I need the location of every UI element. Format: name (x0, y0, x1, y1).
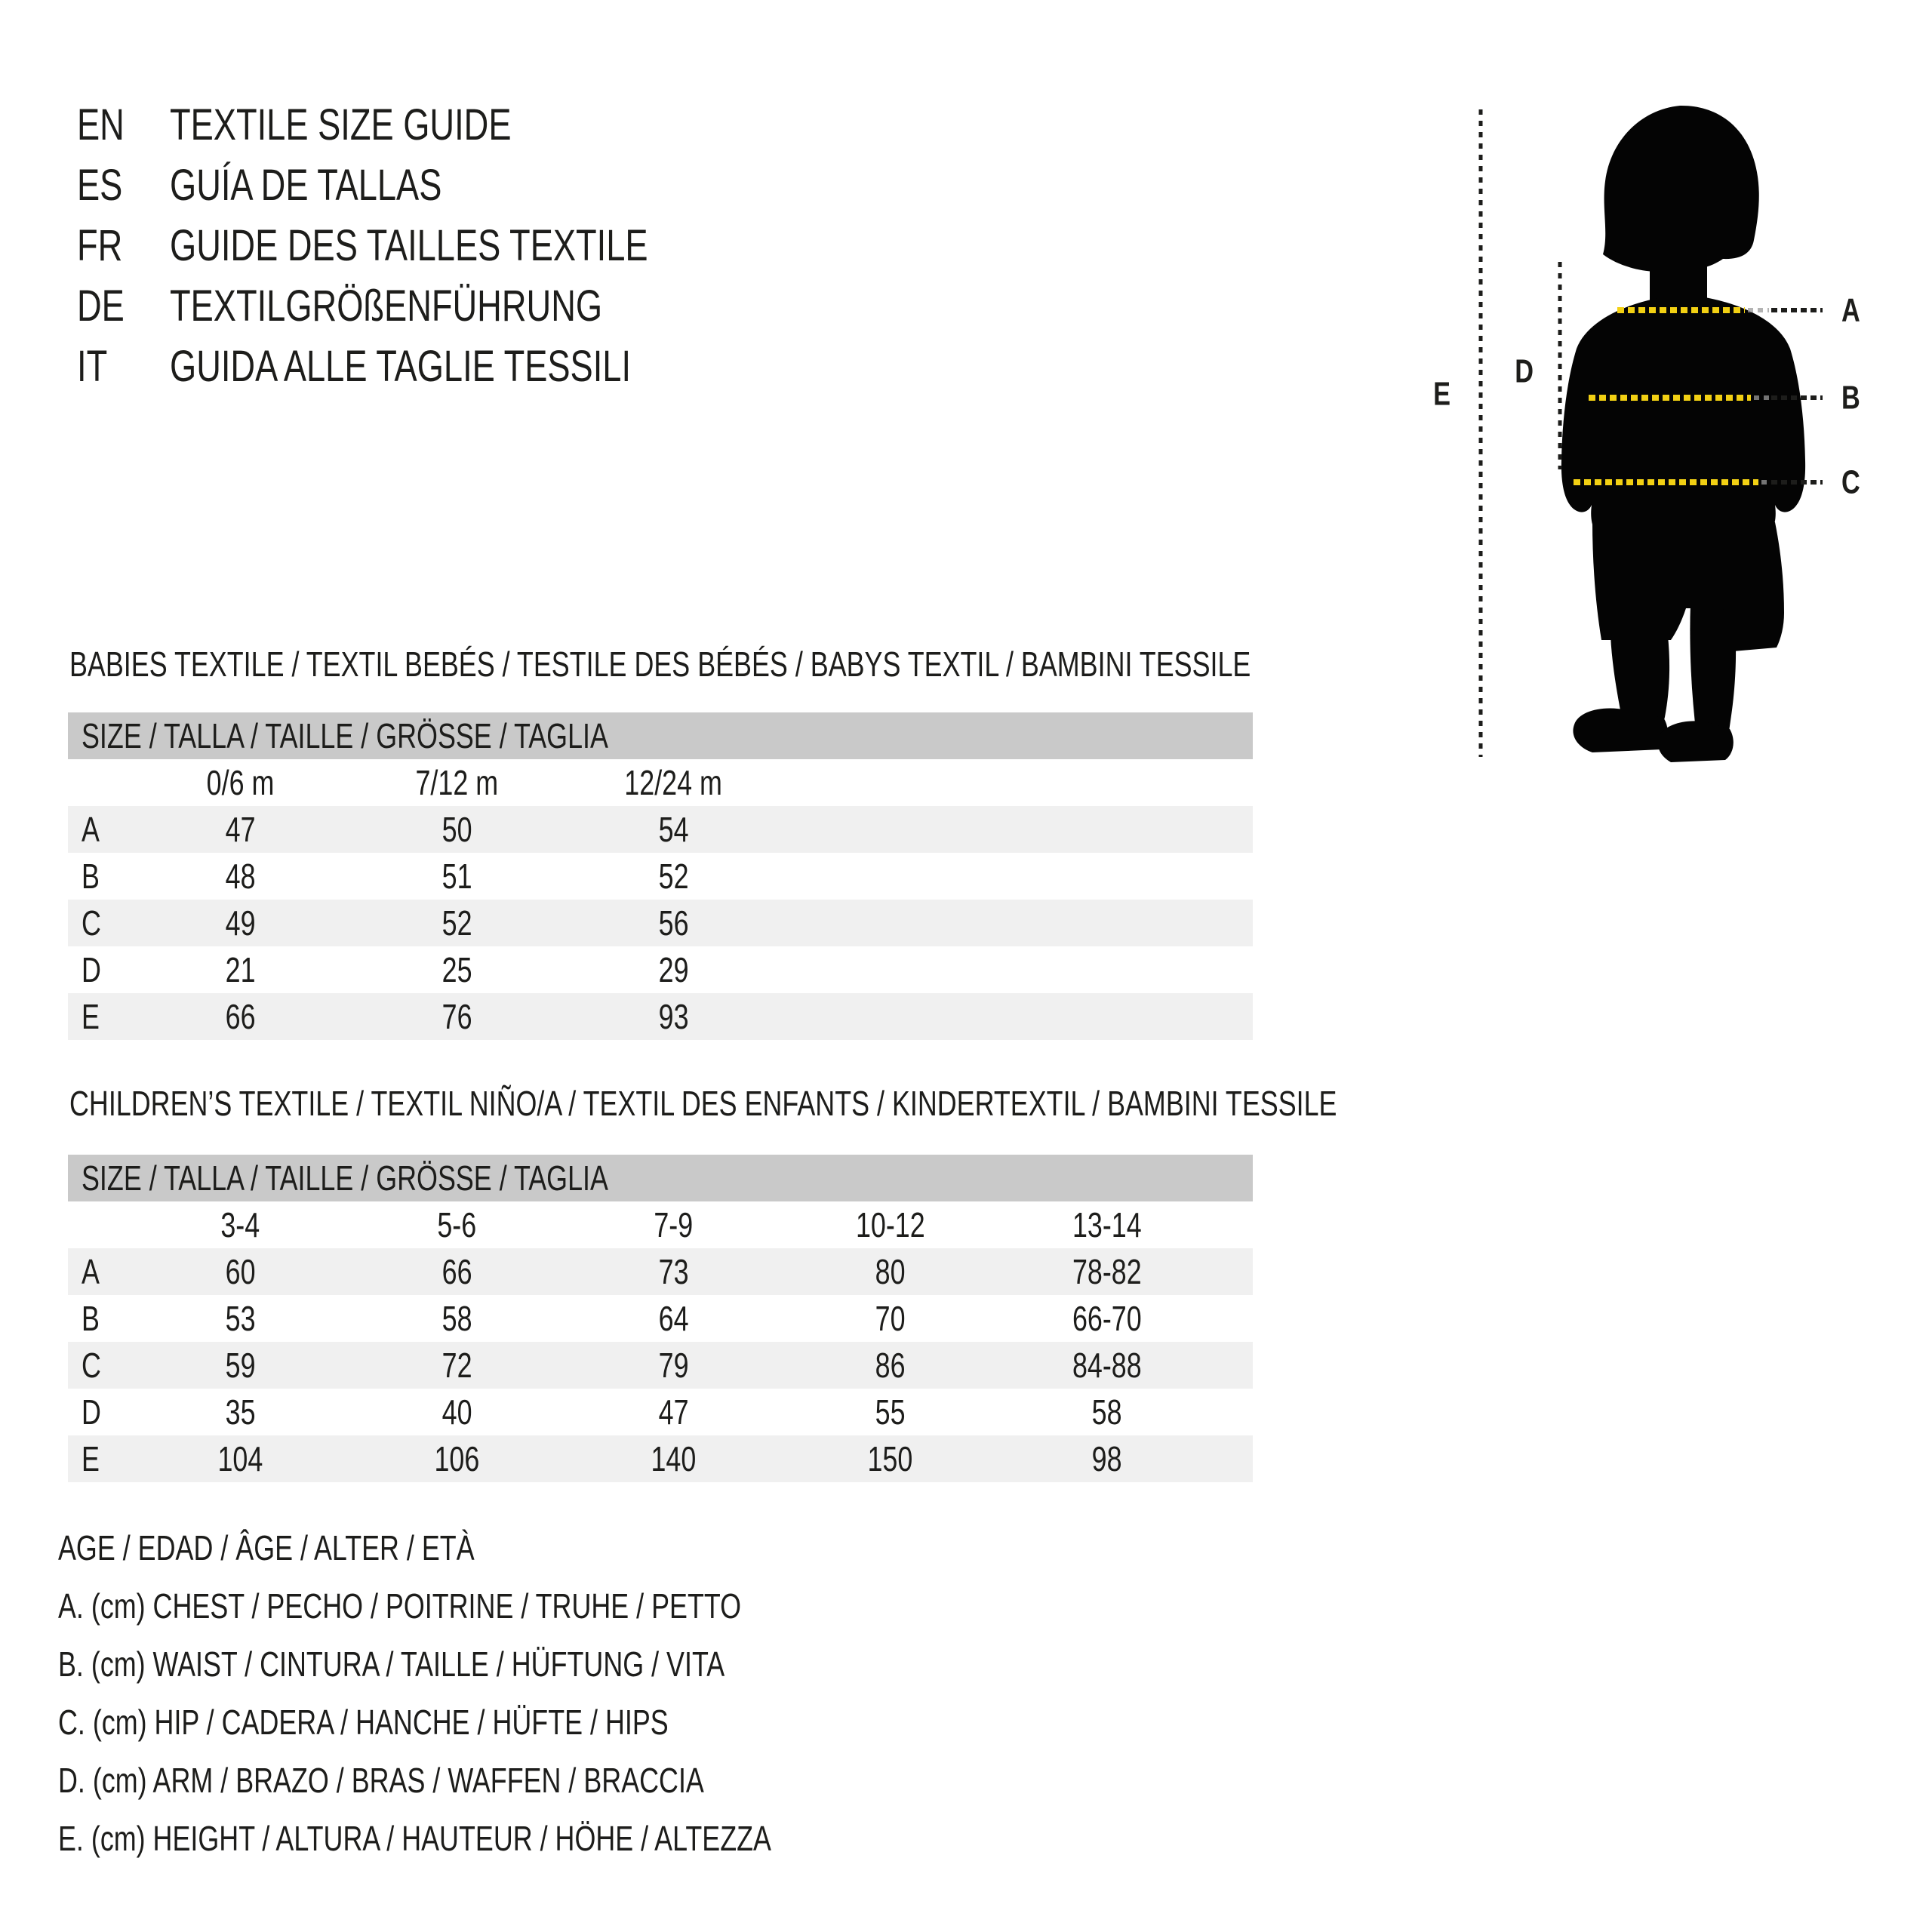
measure-label-e: E (1433, 375, 1451, 413)
legend-chest: A. (cm) CHEST / PECHO / POITRINE / TRUHE / PETTO (58, 1586, 742, 1626)
page-title-it: GUIDA ALLE TAGLIE TESSILI (170, 341, 632, 391)
children-column-7-9: 7-9 (654, 1205, 694, 1244)
table-row: C 49 52 56 (68, 900, 1253, 946)
language-row-fr (77, 215, 783, 275)
row-label: A (82, 810, 100, 849)
language-title-list (77, 94, 783, 396)
measurement-legend (58, 1518, 973, 1867)
table-row: E 66 76 93 (68, 993, 1253, 1040)
measure-label-b: B (1841, 379, 1860, 417)
language-code-en: EN (77, 100, 125, 149)
children-column-5-6: 5-6 (437, 1205, 477, 1244)
table-row: A 47 50 54 (68, 806, 1253, 853)
page-title-en: TEXTILE SIZE GUIDE (170, 100, 512, 149)
table-row: A 60 66 73 80 78-82 (68, 1248, 1253, 1295)
children-column-3-4: 3-4 (220, 1205, 260, 1244)
row-label: C (82, 1346, 101, 1385)
measure-label-a: A (1841, 291, 1860, 329)
table-row: B 53 58 64 70 66-70 (82, 1299, 1142, 1338)
row-label: B (82, 1299, 100, 1338)
legend-age: AGE / EDAD / ÂGE / ALTER / ETÀ (58, 1527, 475, 1567)
language-code-es: ES (77, 160, 123, 210)
babies-section-title: BABIES TEXTILE / TEXTIL BEBÉS / TESTILE DES BÉBÉS / BABYS TEXTIL / BAMBINI TESSILE (69, 645, 1251, 684)
table-row: B 48 51 52 (82, 857, 689, 896)
table-row: E 104 106 140 150 98 (68, 1435, 1253, 1482)
babies-column-12-24m: 12/24 m (624, 763, 723, 802)
children-column-10-12: 10-12 (855, 1205, 925, 1244)
child-silhouette-icon (1561, 106, 1805, 762)
babies-table-header-bar (68, 712, 1253, 759)
children-size-table (68, 1155, 1253, 1482)
row-label: E (82, 997, 100, 1036)
children-table-header-label: SIZE / TALLA / TAILLE / GRÖSSE / TAGLIA (82, 1158, 608, 1198)
language-row-en (77, 94, 783, 155)
babies-column-7-12m: 7/12 m (415, 763, 499, 802)
row-label: E (82, 1439, 100, 1478)
language-row-it (77, 336, 783, 396)
table-row: D 35 40 47 55 58 (82, 1392, 1122, 1432)
children-section-title: CHILDREN’S TEXTILE / TEXTIL NIÑO/A / TEXTIL DES ENFANTS / KINDERTEXTIL / BAMBINI TESSILE (69, 1084, 1337, 1123)
babies-column-header-row (68, 759, 1253, 806)
page-title-de: TEXTILGRÖßENFÜHRUNG (170, 281, 603, 331)
table-row: D 21 25 29 (82, 950, 689, 989)
children-column-header-row (68, 1201, 1253, 1248)
page-title-fr: GUIDE DES TAILLES TEXTILE (170, 220, 648, 270)
children-table-header-bar (68, 1155, 1253, 1201)
measurement-figure (1404, 60, 1932, 815)
row-label: B (82, 857, 100, 896)
language-code-it: IT (77, 341, 108, 391)
page-title-es: GUÍA DE TALLAS (170, 160, 442, 210)
table-row: C 59 72 79 86 84-88 (68, 1342, 1253, 1389)
language-row-es (77, 155, 783, 215)
babies-column-0-6m: 0/6 m (206, 763, 275, 802)
measure-label-c: C (1841, 463, 1860, 501)
row-label: A (82, 1252, 100, 1291)
legend-waist: B. (cm) WAIST / CINTURA / TAILLE / HÜFTUNG / VITA (58, 1644, 725, 1684)
legend-hip: C. (cm) HIP / CADERA / HANCHE / HÜFTE / HIPS (58, 1702, 669, 1742)
row-label: D (82, 1392, 101, 1432)
babies-table-header-label: SIZE / TALLA / TAILLE / GRÖSSE / TAGLIA (82, 716, 608, 755)
children-column-13-14: 13-14 (1072, 1205, 1142, 1244)
legend-arm: D. (cm) ARM / BRAZO / BRAS / WAFFEN / BRACCIA (58, 1760, 704, 1800)
babies-size-table (68, 712, 1253, 1040)
language-row-de (77, 275, 783, 336)
language-code-de: DE (77, 281, 125, 331)
row-label: C (82, 903, 101, 943)
language-code-fr: FR (77, 220, 123, 270)
row-label: D (82, 950, 101, 989)
measure-label-d: D (1515, 352, 1534, 390)
legend-height: E. (cm) HEIGHT / ALTURA / HAUTEUR / HÖHE / ALTEZZA (58, 1818, 771, 1858)
